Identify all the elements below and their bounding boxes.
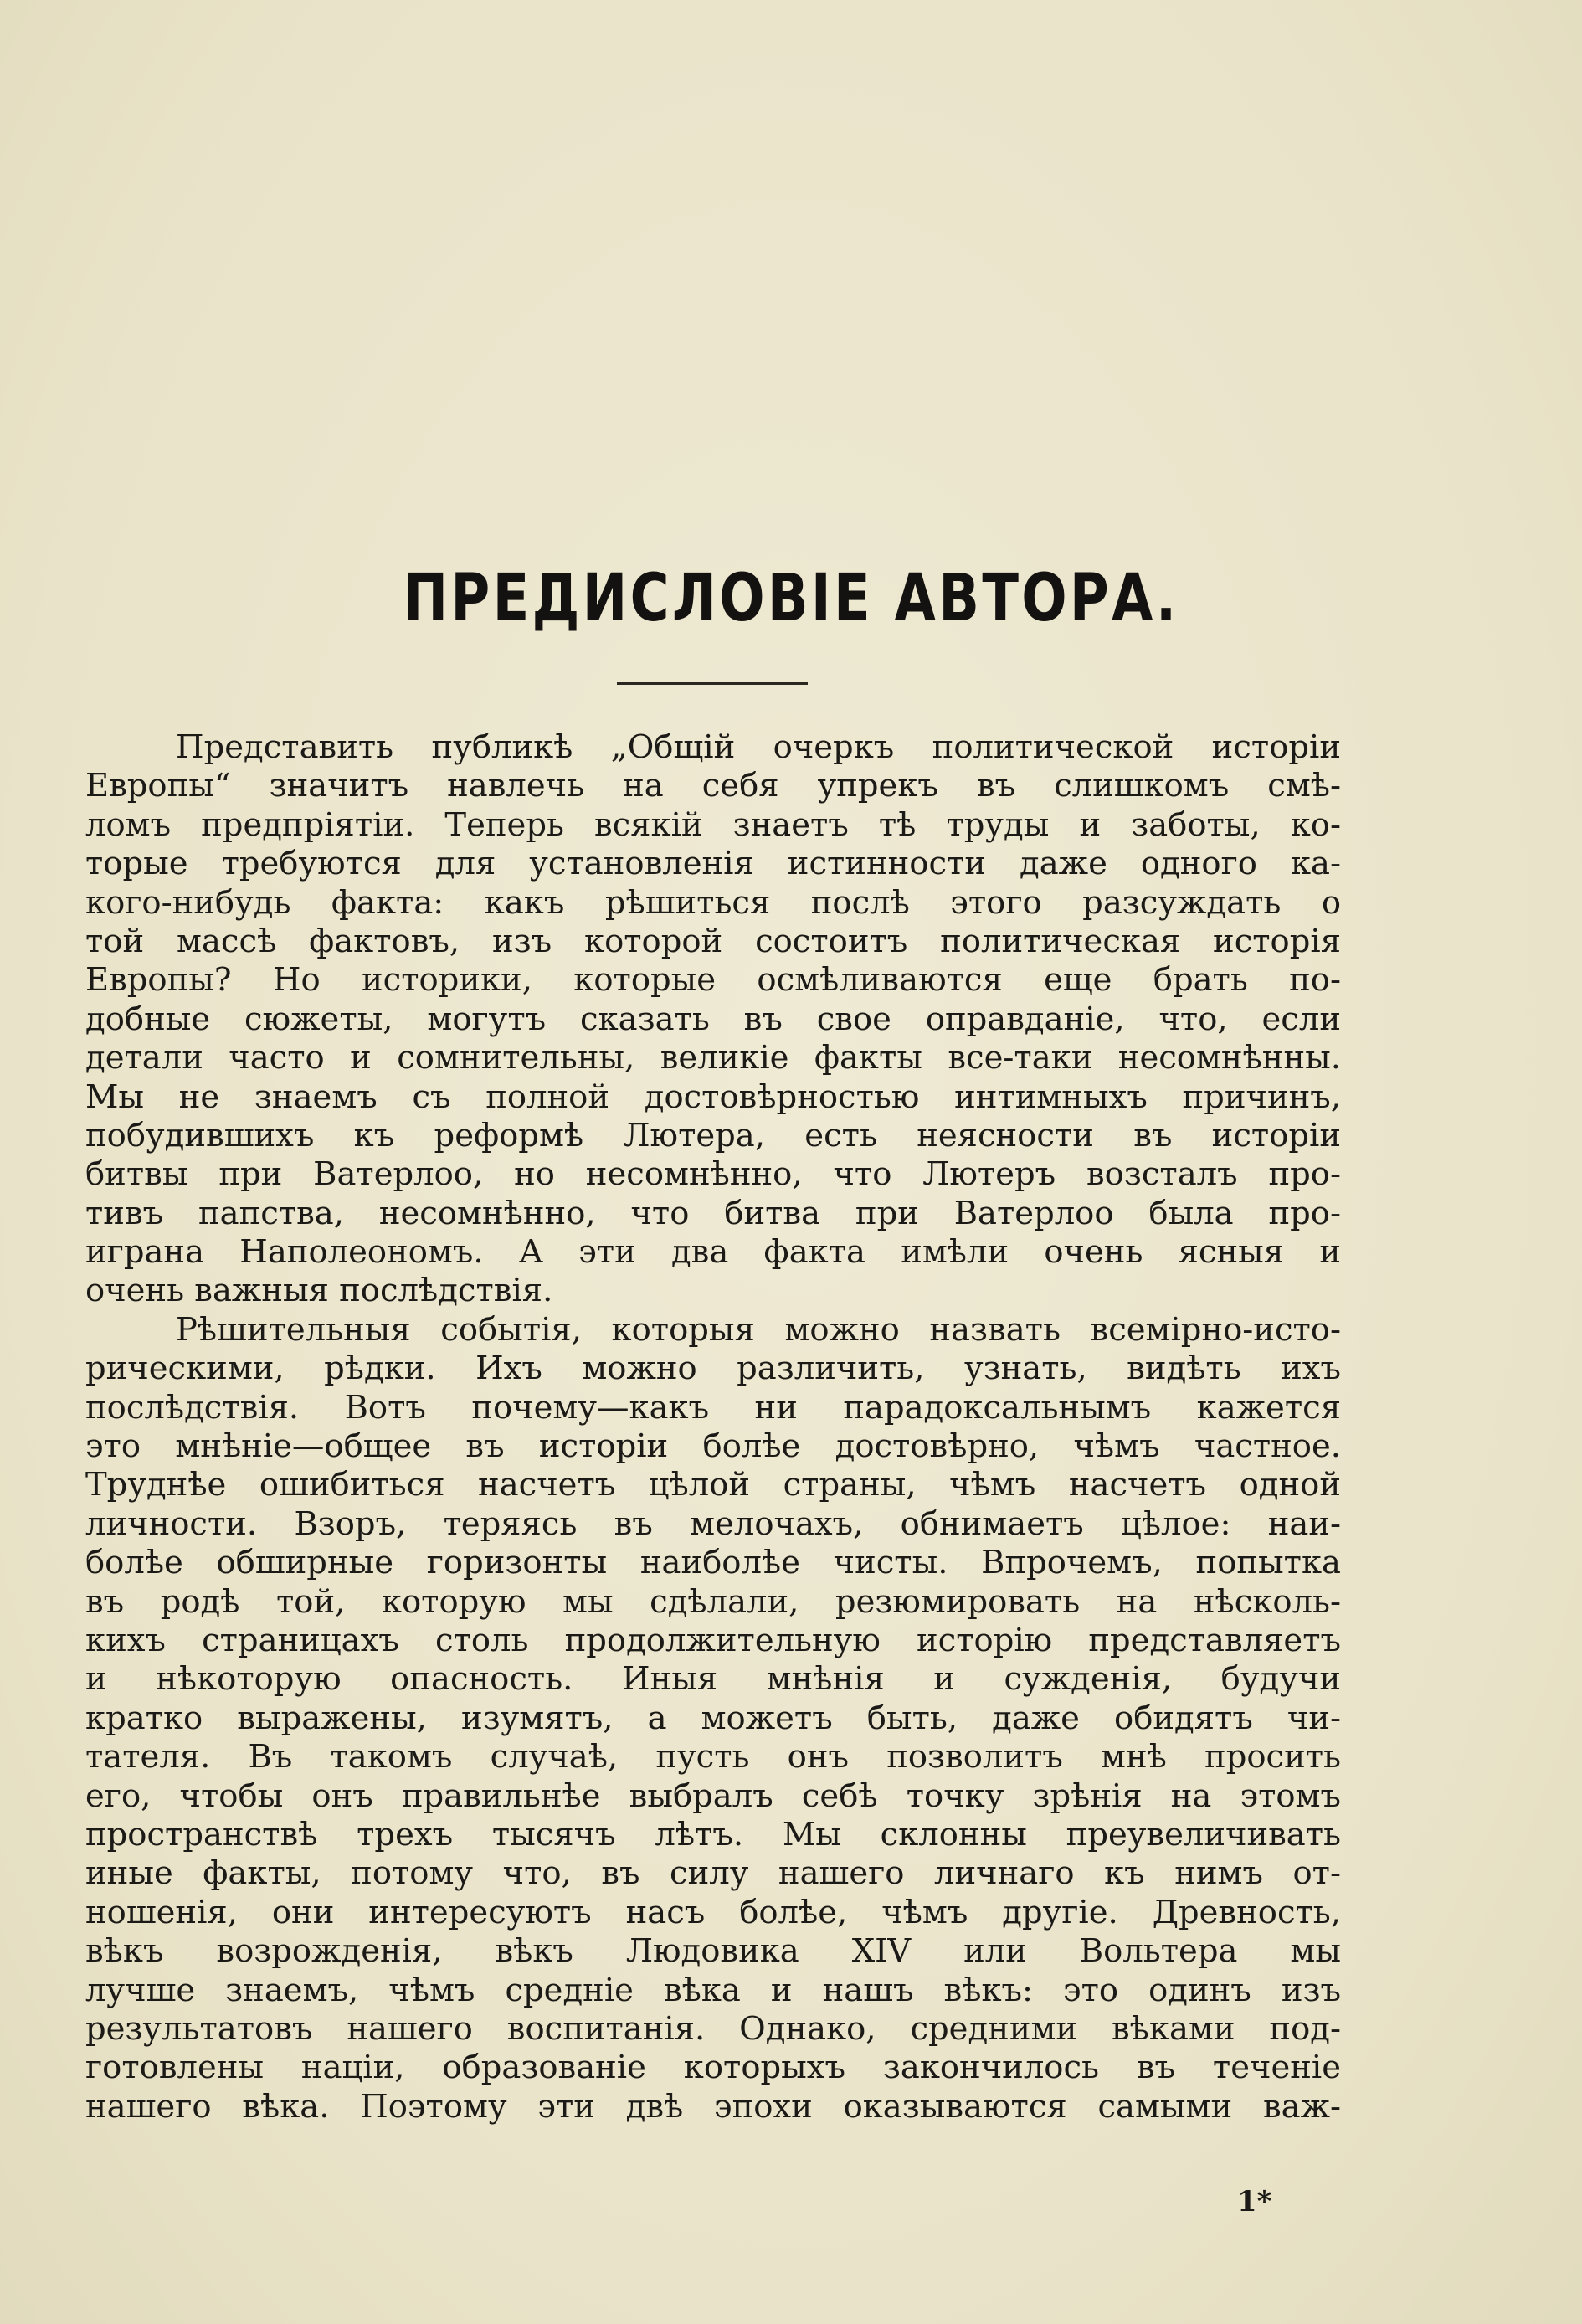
text-line: пространствѣ трехъ тысячъ лѣтъ. Мы склонны преувеличивать	[85, 1815, 1341, 1854]
text-line: его, чтобы онъ правильнѣе выбралъ себѣ точку зрѣнія на этомъ	[85, 1776, 1341, 1815]
text-line: нашего вѣка. Поэтому эти двѣ эпохи оказываются самыми важ-	[85, 2087, 1341, 2126]
paragraph-1	[85, 728, 1341, 1311]
text-line: той массѣ фактовъ, изъ которой состоитъ политическая исторія	[85, 922, 1341, 960]
text-line: и нѣкоторую опасность. Иныя мнѣнія и сужденія, будучи	[85, 1660, 1341, 1699]
text-line: ломъ предпріятіи. Теперь всякій знаетъ тѣ труды и заботы, ко-	[85, 805, 1341, 844]
text-line: играна Наполеономъ. А эти два факта имѣли очень ясныя и	[85, 1233, 1341, 1272]
text-line: Рѣшительныя событія, которыя можно назвать всемірно-истo-	[176, 1310, 1341, 1349]
text-line: Мы не знаемъ съ полной достовѣрностью интимныхъ причинъ,	[85, 1077, 1341, 1116]
text-line: вѣкъ возрожденія, вѣкъ Людовика XIV или Вольтера мы	[85, 1932, 1341, 1971]
text-line: результатовъ нашего воспитанія. Однако, средними вѣками под-	[85, 2009, 1341, 2048]
text-line: рическими, рѣдки. Ихъ можно различить, узнать, видѣть ихъ	[85, 1350, 1341, 1388]
page-title: ПРЕДИСЛОВІЕ АВТОРА.	[403, 561, 1179, 636]
text-line: Европы“ значитъ навлечь на себя упрекъ въ слишкомъ смѣ-	[85, 767, 1341, 805]
text-line: лучше знаемъ, чѣмъ средніе вѣка и нашъ вѣкъ: это одинъ изъ	[85, 1971, 1341, 2009]
text-line: готовлены націи, образованіе которыхъ закончилось въ теченіе	[85, 2049, 1341, 2087]
text-line: личности. Взоръ, теряясь въ мелочахъ, обнимаетъ цѣлое: наи-	[85, 1504, 1341, 1543]
text-line: кратко выражены, изумятъ, а можетъ быть, даже обидятъ чи-	[85, 1699, 1341, 1737]
text-line: битвы при Ватерлоо, но несомнѣнно, что Лютеръ возсталъ про-	[85, 1155, 1341, 1194]
text-line: Европы? Но историки, которые осмѣливаются еще брать по-	[85, 961, 1341, 1000]
title-divider	[617, 682, 808, 685]
text-line: тателя. Въ такомъ случаѣ, пусть онъ позволитъ мнѣ просить	[85, 1738, 1341, 1776]
text-line: иные факты, потому что, въ силу нашего личнаго къ нимъ от-	[85, 1854, 1341, 1893]
text-line: Представить публикѣ „Общій очеркъ политической исторіи	[176, 728, 1341, 766]
page-number: 1*	[1237, 2185, 1272, 2219]
text-line: болѣе обширные горизонты наиболѣе чисты. Впрочемъ, попытка	[85, 1544, 1341, 1582]
text-line: ношенія, они интересуютъ насъ болѣе, чѣмъ другіе. Древность,	[85, 1893, 1341, 1931]
text-line: кихъ страницахъ столь продолжительную исторію представляетъ	[85, 1621, 1341, 1659]
text-line: кого-нибудь факта: какъ рѣшиться послѣ этого разсуждать о	[85, 883, 1341, 922]
text-line: торые требуются для установленія истинности даже одного ка-	[85, 845, 1341, 883]
text-line: тивъ папства, несомнѣнно, что битва при Ватерлоо была про-	[85, 1194, 1341, 1232]
paragraph-2	[85, 1311, 1341, 2126]
text-line: добные сюжеты, могутъ сказать въ свое оправданіе, что, если	[85, 1000, 1341, 1038]
text-line: въ родѣ той, которую мы сдѣлали, резюмировать на нѣсколь-	[85, 1582, 1341, 1621]
preface-text	[85, 728, 1341, 2126]
text-line: послѣдствія. Вотъ почему—какъ ни парадоксальнымъ кажется	[85, 1388, 1341, 1427]
text-line: детали часто и сомнительны, великіе факты все-таки несомнѣнны.	[85, 1039, 1341, 1077]
text-line: Труднѣе ошибиться насчетъ цѣлой страны, чѣмъ насчетъ одной	[85, 1466, 1341, 1504]
text-line: это мнѣніе—общее въ исторіи болѣе достовѣрно, чѣмъ частное.	[85, 1427, 1341, 1466]
text-line: очень важныя послѣдствія.	[85, 1272, 553, 1310]
text-line: побудившихъ къ реформѣ Лютера, есть неясности въ исторіи	[85, 1116, 1341, 1154]
